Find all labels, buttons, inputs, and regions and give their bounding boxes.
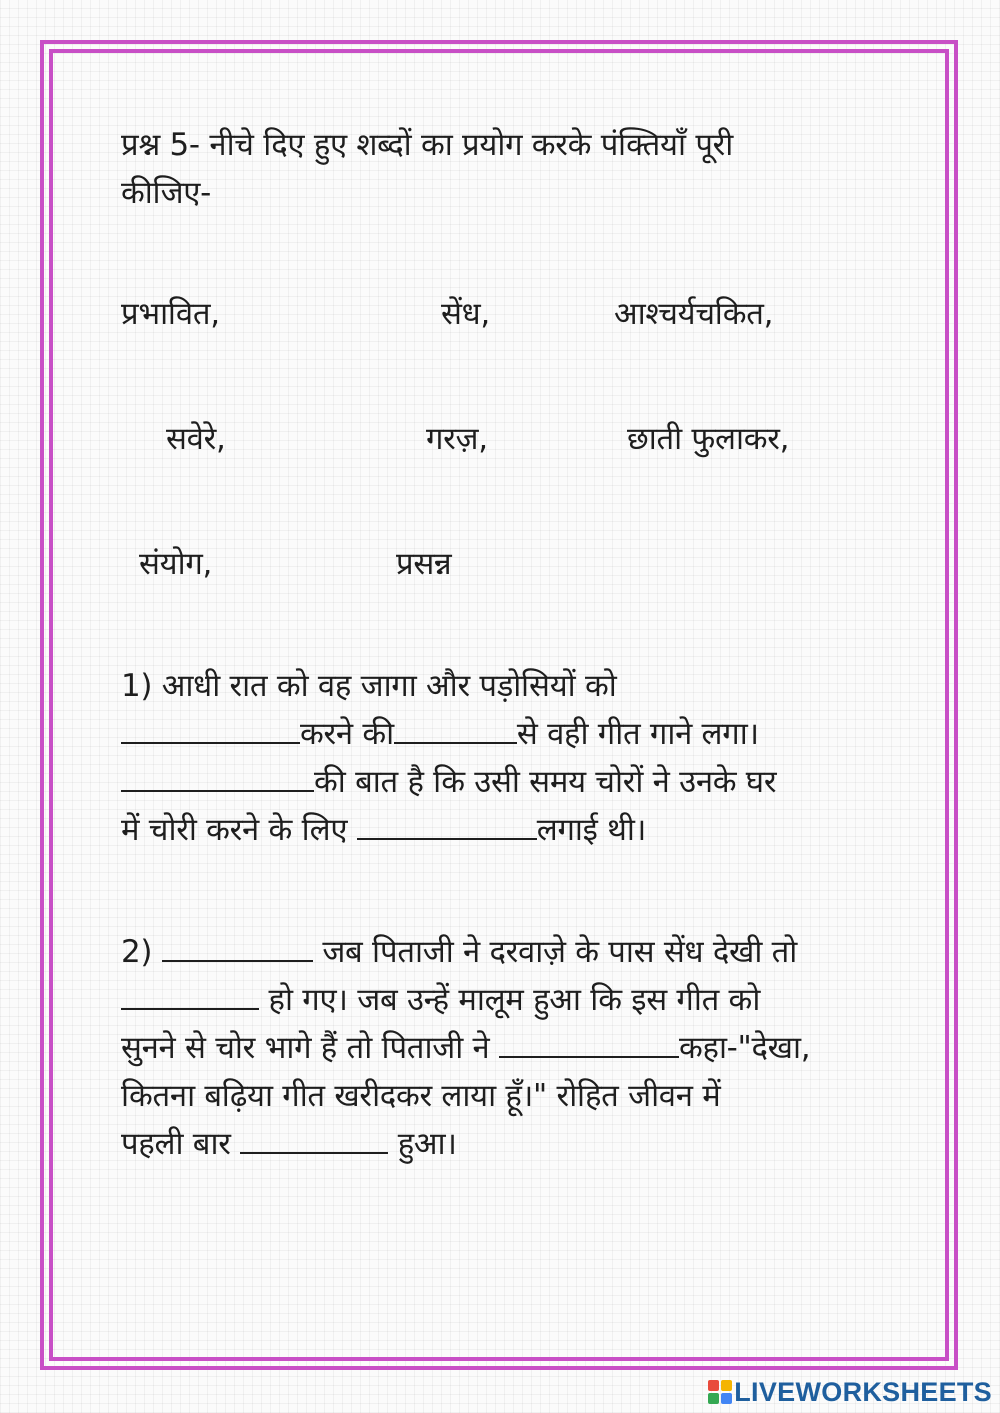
liveworksheets-blocks-icon [708, 1380, 732, 1404]
answer-blank[interactable] [121, 978, 259, 1010]
answer-blank[interactable] [394, 712, 517, 744]
answer-blank[interactable] [121, 712, 300, 744]
answer-blank[interactable] [162, 930, 313, 962]
word-ashcharyachakit: आश्चर्यचकित, [614, 296, 774, 332]
sentence1-line2: करने की से वही गीत गाने लगा। [121, 710, 759, 758]
sentence2-line1: 2) जब पिताजी ने दरवाज़े के पास सेंध देखी तो [121, 928, 797, 976]
sentence2-line3: सुनने से चोर भागे हैं तो पिताजी ने कहा-"देखा, [121, 1024, 810, 1072]
answer-blank[interactable] [240, 1122, 388, 1154]
liveworksheets-logo[interactable] [708, 1375, 992, 1409]
word-chhati-phulakar: छाती फुलाकर, [627, 421, 790, 457]
word-savere: सवेरे, [166, 421, 226, 457]
sentence1-line3: की बात है कि उसी समय चोरों ने उनके घर [121, 758, 776, 806]
word-prabhavit: प्रभावित, [121, 296, 220, 332]
word-prasann: प्रसन्न [396, 546, 452, 582]
sentence1-line4: में चोरी करने के लिए लगाई थी। [121, 806, 646, 854]
answer-blank[interactable] [357, 808, 537, 840]
word-sanyog: संयोग, [139, 546, 213, 582]
question-title-line2: कीजिए- [121, 175, 211, 211]
answer-blank[interactable] [499, 1026, 679, 1058]
liveworksheets-wordmark: LIVEWORKSHEETS [734, 1376, 992, 1407]
sentence1-line1: 1) आधी रात को वह जागा और पड़ोसियों को [121, 668, 617, 704]
word-sendh: सेंध, [441, 296, 490, 332]
sentence2-line5: पहली बार हुआ। [121, 1120, 457, 1168]
answer-blank[interactable] [121, 760, 314, 792]
question-title-line1: प्रश्न 5- नीचे दिए हुए शब्दों का प्रयोग करके पंक्तियाँ पूरी [121, 127, 734, 163]
word-garaz: गरज़, [426, 421, 488, 457]
sentence2-line4: कितना बढ़िया गीत खरीदकर लाया हूँ।" रोहित जीवन में [121, 1078, 721, 1114]
sentence2-line2: हो गए। जब उन्हें मालूम हुआ कि इस गीत को [121, 976, 760, 1024]
